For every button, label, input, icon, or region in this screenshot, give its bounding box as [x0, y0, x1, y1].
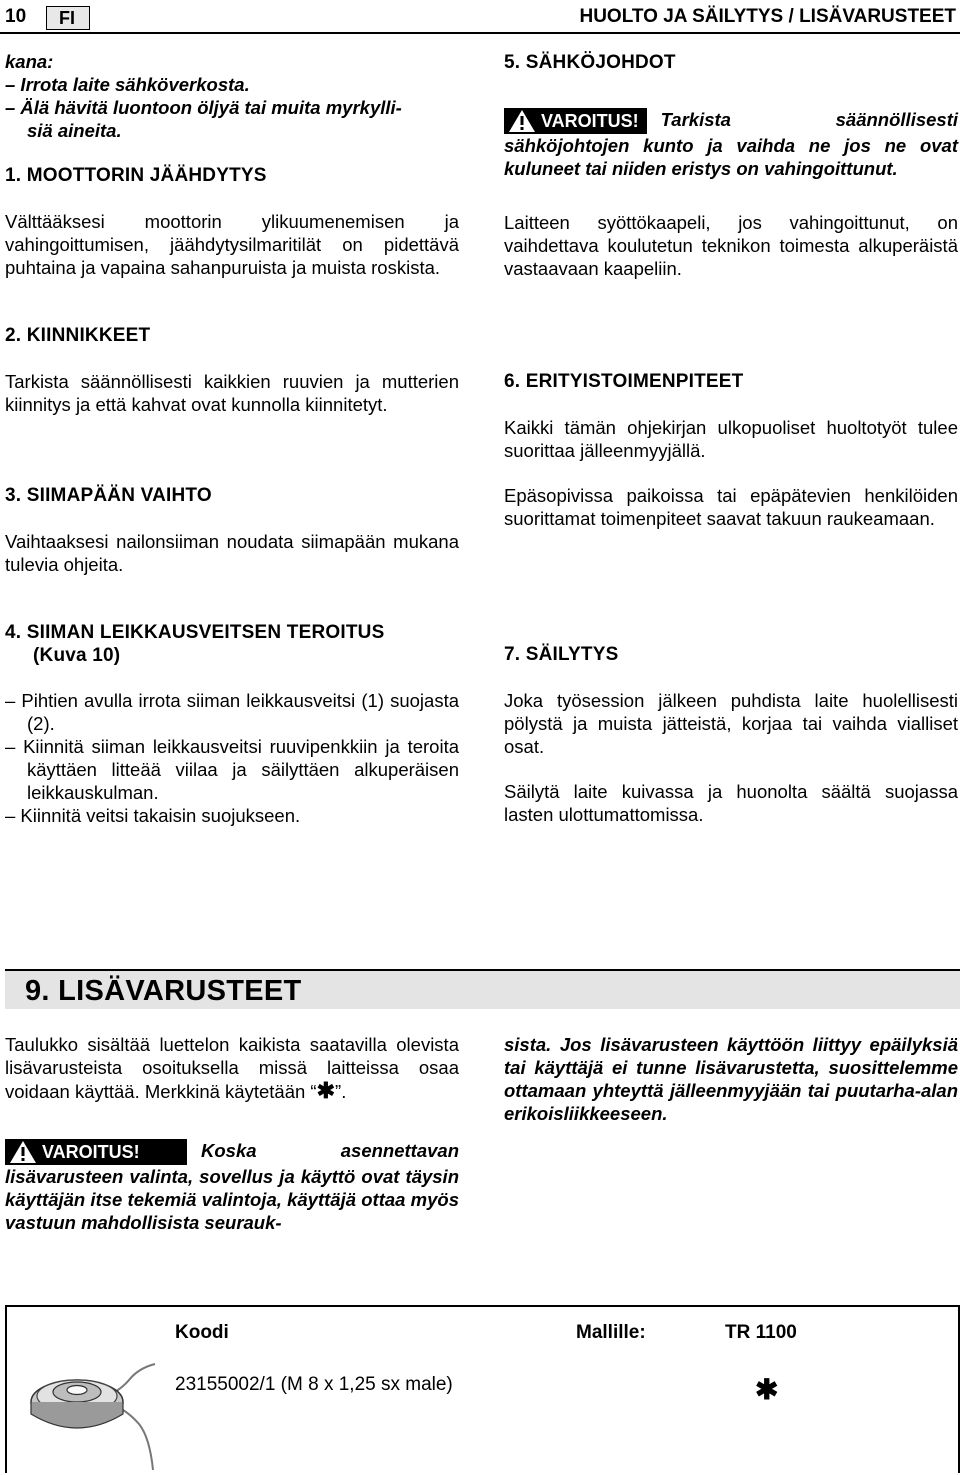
left-column: [5, 50, 459, 142]
section-6-text-2: Epäsopivissa paikoissa tai epäpätevien henkilöiden suorittamat toimenpiteet saavat takuun raukeamaan.: [504, 485, 958, 529]
intro-line: – Irrota laite sähköverkosta.: [5, 74, 250, 95]
warning-label: VAROITUS!: [42, 1141, 140, 1162]
section-1-text: Välttääksesi moottorin ylikuumenemisen ja vahingoittumisen, jäähdytysilmaritilät on pidettävä puhtaina ja vapaina sahanpuruista ja muista roskista.: [5, 211, 459, 278]
section-7-text-1: Joka työsession jälkeen puhdista laite huolellisesti pölystä ja muista jätteistä, korjaa tai vaihda vialliset osat.: [504, 690, 958, 757]
section-5-warning: [504, 108, 958, 180]
compatibility-mark-icon: ✱: [755, 1374, 779, 1405]
section-9-intro: [5, 1033, 459, 1103]
section-3-text: Vaihtaaksesi nailonsiiman noudata siimapään mukana tulevia ohjeita.: [5, 531, 459, 575]
section-5-title: 5. SÄHKÖJOHDOT: [504, 52, 676, 73]
section-4-list: [5, 689, 459, 827]
trimmer-head-icon: [27, 1362, 157, 1472]
section-title: HUOLTO JA SÄILYTYS / LISÄVARUSTEET: [579, 6, 956, 27]
column-header-code: Koodi: [175, 1322, 229, 1343]
warning-label: VAROITUS!: [541, 110, 639, 131]
intro-text: Taulukko sisältää luettelon kaikista saatavilla olevista lisävarusteista osoituksella missä laitteissa osaa voidaan käyttää. Merkkinä käytetään “: [5, 1034, 459, 1102]
section-6-text-1: Kaikki tämän ohjekirjan ulkopuoliset huoltotyöt tulee suorittaa jälleenmyyjällä.: [504, 417, 958, 461]
section-1-title: 1. MOOTTORIN JÄÄHDYTYS: [5, 165, 267, 186]
warning-badge: [504, 108, 647, 134]
section-9-bar: [5, 969, 960, 1009]
column-header-model: TR 1100: [725, 1322, 797, 1343]
list-item: – Kiinnitä veitsi takaisin suojukseen.: [5, 805, 301, 826]
section-3-title: 3. SIIMAPÄÄN VAIHTO: [5, 485, 212, 506]
warning-badge: [5, 1139, 187, 1165]
language-label: FI: [59, 8, 75, 28]
warning-text: Tarkista säännöllisesti sähköjohtojen kunto ja vaihda ne jos ne ovat kuluneet tai niiden eristys on vahingoittunut.: [504, 109, 958, 180]
asterisk-icon: ✱: [316, 1078, 336, 1103]
section-9-title: 9. LISÄVARUSTEET: [25, 975, 302, 1007]
list-item: – Kiinnitä siiman leikkausveitsi ruuvipenkkiin ja teroita käyttäen litteää viilaa ja säilyttäen alkuperäisen leikkauskulman.: [5, 736, 459, 803]
section-7-title: 7. SÄILYTYS: [504, 644, 619, 665]
warning-icon: [508, 109, 536, 133]
column-header-model-label: Mallille:: [576, 1322, 646, 1343]
accessory-table: [5, 1305, 960, 1473]
warning-text: Koska asennettavan lisävarusteen valinta, sovellus ja käyttö ovat täysin käyttäjän itse tekemiä valintoja, käyttäjä ottaa myös vastuun mahdollisista seurauk-: [5, 1140, 459, 1234]
header-rule: [0, 32, 960, 34]
accessory-code: 23155002/1 (M 8 x 1,25 sx male): [175, 1374, 453, 1395]
list-item: – Pihtien avulla irrota siiman leikkausveitsi (1) suojasta (2).: [5, 690, 459, 734]
section-5-text: Laitteen syöttökaapeli, jos vahingoittunut, on vaihdettava koulutetun teknikon toimesta alkuperäistä vastaavaan kaapeliin.: [504, 212, 958, 279]
intro-line: kana:: [5, 51, 54, 72]
language-badge: [46, 6, 90, 30]
section-4-subtitle: (Kuva 10): [33, 645, 121, 666]
section-6-title: 6. ERITYISTOIMENPITEET: [504, 371, 744, 392]
intro-line: – Älä hävitä luontoon öljyä tai muita myrkylli-: [5, 97, 402, 118]
warning-icon: [9, 1140, 37, 1164]
section-2-text: Tarkista säännöllisesti kaikkien ruuvien ja mutterien kiinnitys ja että kahvat ovat kunnolla kiinnitetyt.: [5, 371, 459, 415]
section-9-right-text: sista. Jos lisävarusteen käyttöön liittyy epäilyksiä tai käyttäjä ei tunne lisävarustetta, suosittelemme ottamaan yhteyttä jälleenmyyjään tai puutarha-alan erikoisliikkeeseen.: [504, 1034, 958, 1124]
section-9-warning: [5, 1139, 459, 1234]
section-2-title: 2. KIINNIKKEET: [5, 325, 151, 346]
intro-line: siä aineita.: [27, 120, 122, 141]
page-number: 10: [5, 6, 27, 27]
intro-text-end: ”.: [335, 1081, 347, 1102]
section-4-title: 4. SIIMAN LEIKKAUSVEITSEN TEROITUS: [5, 622, 385, 643]
section-7-text-2: Säilytä laite kuivassa ja huonolta säältä suojassa lasten ulottumattomissa.: [504, 781, 958, 825]
